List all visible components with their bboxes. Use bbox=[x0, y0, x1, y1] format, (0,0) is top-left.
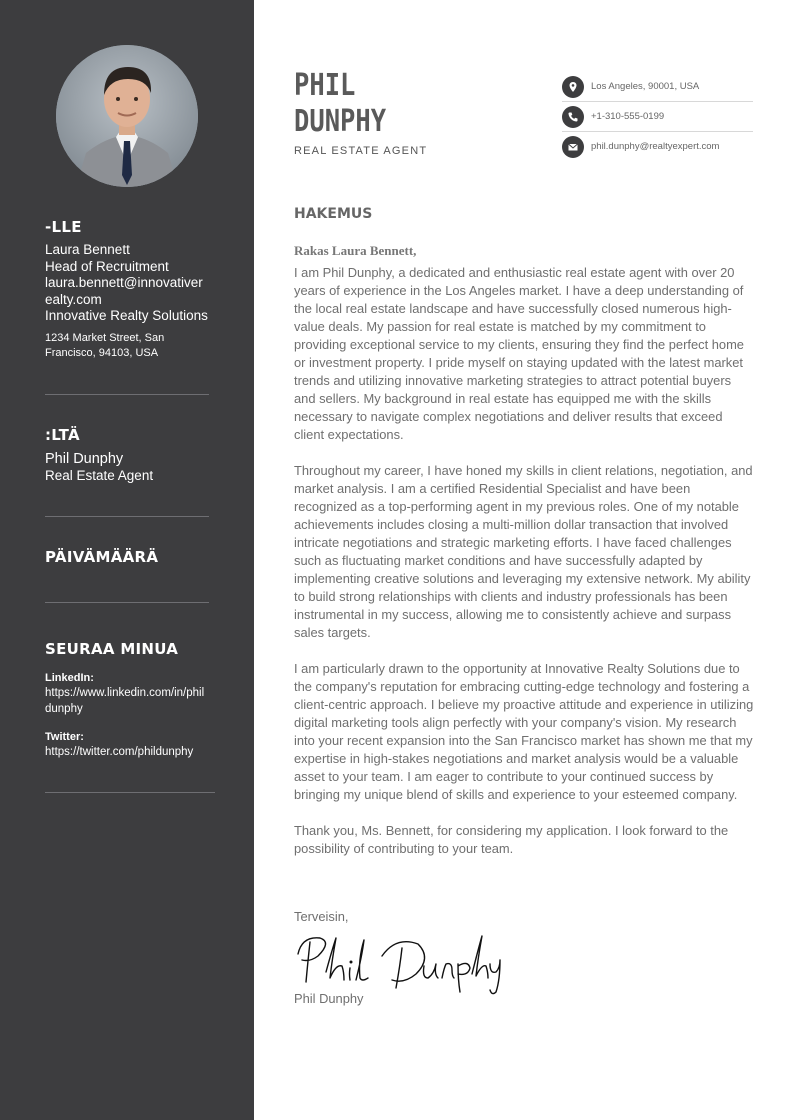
location-pin-icon bbox=[562, 76, 584, 98]
recipient-company: Innovative Realty Solutions bbox=[45, 308, 208, 323]
divider bbox=[45, 516, 209, 517]
divider bbox=[45, 792, 215, 793]
contact-location bbox=[562, 72, 753, 102]
sidebar bbox=[0, 0, 254, 1120]
divider bbox=[45, 394, 209, 395]
date-heading: PÄIVÄMÄÄRÄ bbox=[45, 548, 159, 566]
paragraph: I am particularly drawn to the opportunity at Innovative Realty Solutions due to the company's reputation for embracing cutting-edge technology and fostering a client-centric approach. I believe my proactive attitude and experience in utilizing digital marketing tools align perfectly with your company's vision. My research into your recent expansion into the San Francisco market has shown me that my expertise in high-stakes negotiations and market analysis would be a valuable asset to your team. I am eager to contribute to your continued success by bringing my unique blend of skills and experience to your esteemed company. bbox=[294, 661, 754, 802]
contact-phone-text[interactable]: +1-310-555-0199 bbox=[591, 111, 665, 122]
contact-location-text: Los Angeles, 90001, USA bbox=[591, 81, 700, 92]
twitter-link[interactable]: https://twitter.com/phildunphy bbox=[45, 746, 194, 758]
applicant-role: REAL ESTATE AGENT bbox=[294, 145, 428, 157]
contact-email bbox=[562, 132, 753, 161]
recipient-address: 1234 Market Street, San Francisco, 94103, USA bbox=[45, 331, 165, 359]
follow-heading: SEURAA MINUA bbox=[45, 640, 179, 658]
sender-name: Phil Dunphy bbox=[45, 451, 124, 467]
salutation: Rakas Laura Bennett, bbox=[294, 243, 417, 258]
email-icon bbox=[562, 136, 584, 158]
recipient-section bbox=[45, 218, 225, 361]
twitter-label: Twitter: bbox=[45, 731, 84, 743]
contact-list bbox=[562, 72, 753, 161]
recipient-name: Laura Bennett bbox=[45, 242, 130, 257]
sender-section bbox=[45, 426, 225, 485]
signature-name: Phil Dunphy bbox=[294, 991, 364, 1006]
applicant-name bbox=[294, 68, 386, 140]
recipient-title: Head of Recruitment bbox=[45, 258, 169, 274]
phone-icon bbox=[562, 106, 584, 128]
profile-photo bbox=[56, 45, 198, 187]
paragraph: Throughout my career, I have honed my skills in client relations, negotiation, and market analysis. I am a certified Residential Specialist and have been recognized as a top-performing agent in my previous roles. One of my notable achievements includes closing a multi-million dollar transaction that involved intricate negotiations and strategic marketing efforts. I have faced challenges such as fluctuating market conditions and have successfully adapted by implementing creative solutions and leveraging my extensive network. My ability to build strong relationships with clients and industry professionals has been instrumental in my success, allowing me to consistently achieve and surpass sales targets. bbox=[294, 463, 753, 640]
contact-email-text[interactable]: phil.dunphy@realtyexpert.com bbox=[591, 141, 720, 152]
first-name: PHIL bbox=[294, 68, 356, 103]
letter-section-title: HAKEMUS bbox=[294, 206, 373, 222]
paragraph: Thank you, Ms. Bennett, for considering my application. I look forward to the possibility of contributing to your team. bbox=[294, 823, 729, 856]
sender-heading: :LTÄ bbox=[45, 426, 80, 444]
contact-phone bbox=[562, 102, 753, 132]
divider bbox=[45, 602, 209, 603]
recipient-heading: -LLE bbox=[45, 218, 82, 236]
sender-title: Real Estate Agent bbox=[45, 468, 154, 483]
date-section bbox=[45, 548, 225, 572]
recipient-email[interactable]: laura.bennett@innovativerealty.com bbox=[45, 275, 203, 307]
last-name: DUNPHY bbox=[294, 104, 387, 139]
closing: Terveisin, bbox=[294, 909, 349, 924]
linkedin-label: LinkedIn: bbox=[45, 672, 94, 684]
linkedin-link[interactable]: https://www.linkedin.com/in/phildunphy bbox=[45, 687, 205, 715]
follow-section bbox=[45, 640, 225, 760]
letter-body bbox=[294, 264, 756, 876]
paragraph: I am Phil Dunphy, a dedicated and enthusiastic real estate agent with over 20 years of experience in the Los Angeles market. I have a deep understanding of the local real estate landscape and have successfully closed numerous high-value deals. My passion for real estate is matched by my commitment to providing exceptional service to my clients, ensuring they find the perfect home or investment property. I pride myself on staying updated with the latest market trends and utilizing innovative marketing strategies to attract potential buyers and sellers. My background in real estate has equipped me with the skills necessary to navigate complex negotiations and deliver results that exceed client expectations. bbox=[294, 265, 744, 442]
